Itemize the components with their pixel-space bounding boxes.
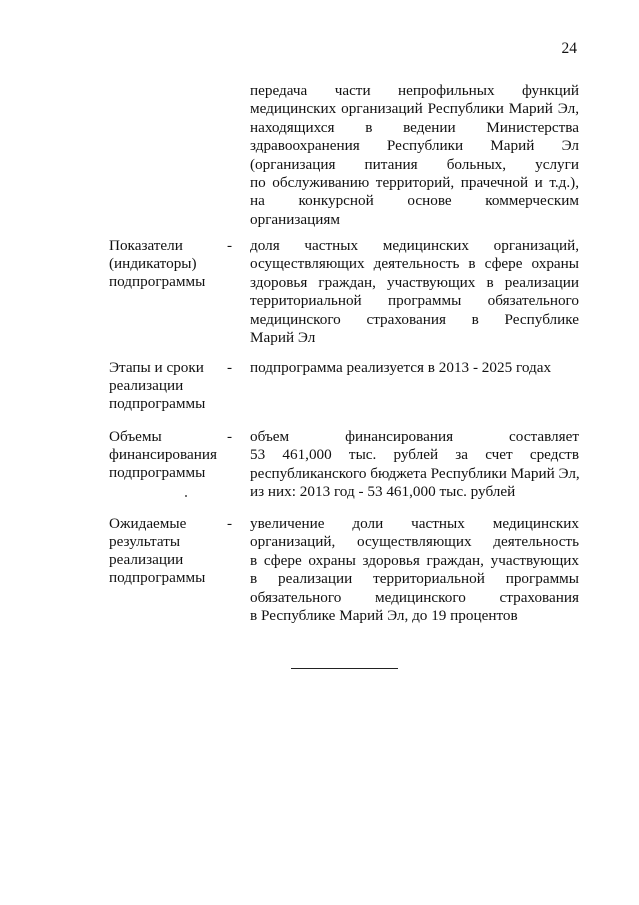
text-line: организаций, осуществляющих деятельность: [250, 533, 579, 551]
row-text: [250, 237, 579, 347]
page-number: 24: [561, 40, 577, 57]
row-text: [250, 515, 579, 625]
label-line: подпрограммы: [109, 273, 206, 290]
label-line: (индикаторы): [109, 255, 197, 272]
label-line: Объемы: [109, 428, 162, 445]
text-line: здоровья граждан, участвующих в реализации: [250, 273, 579, 291]
row-dash: -: [227, 359, 233, 376]
label-line: подпрограммы: [109, 569, 206, 586]
label-line: финансирования: [109, 446, 217, 463]
text-line: находящихся в ведении Министерства: [250, 118, 579, 136]
text-line: обязательного медицинского страхования: [250, 588, 579, 606]
text-line: подпрограмма реализуется в 2013 - 2025 годах: [250, 359, 552, 376]
row-text: [250, 359, 579, 377]
closing-rule: [291, 668, 398, 669]
row-label: [109, 515, 229, 587]
text-line: увеличение доли частных медицинских: [250, 515, 579, 532]
label-line: подпрограммы: [109, 395, 206, 412]
row-text: [250, 428, 579, 502]
label-line: реализации: [109, 377, 184, 394]
text-line: доля частных медицинских организаций,: [250, 237, 579, 254]
label-line: результаты: [109, 533, 181, 550]
text-line: Марий Эл: [250, 329, 316, 347]
text-line: в сфере охраны здоровья граждан, участвующих: [250, 551, 579, 569]
text-line: на конкурсной основе коммерческим: [250, 192, 579, 210]
label-line: реализации: [109, 551, 184, 568]
scan-speck: [185, 495, 187, 497]
intro-text: [250, 82, 579, 229]
label-line: Ожидаемые: [109, 515, 187, 532]
row-dash: -: [227, 237, 233, 254]
text-line: в Республике Марий Эл, до 19 процентов: [250, 607, 518, 625]
row-dash: -: [227, 428, 233, 445]
text-line: 53 461,000 тыс. рублей за счет средств: [250, 446, 579, 464]
text-line: в реализации территориальной программы: [250, 570, 579, 588]
label-line: Этапы и сроки: [109, 359, 204, 376]
label-line: подпрограммы: [109, 464, 206, 481]
text-line: осуществляющих деятельность в сфере охраны: [250, 255, 579, 273]
text-line: организациям: [250, 210, 341, 228]
text-line: территориальной программы обязательного: [250, 292, 579, 310]
text-line: здравоохранения Республики Марий Эл: [250, 137, 579, 155]
text-line: из них: 2013 год - 53 461,000 тыс. рублей: [250, 483, 516, 501]
row-label: [109, 237, 229, 291]
label-line: Показатели: [109, 237, 183, 254]
text-line: медицинских организаций Республики Марий Эл,: [250, 100, 579, 118]
row-dash: -: [227, 515, 233, 532]
row-label: [109, 359, 229, 413]
text-line: по обслуживанию территорий, прачечной и т.д.),: [250, 174, 579, 192]
row-label: [109, 428, 229, 482]
text-line: объем финансирования составляет: [250, 428, 579, 445]
text-line: республиканского бюджета Республики Марий Эл,: [250, 464, 580, 482]
text-line: (организация питания больных, услуги: [250, 155, 579, 173]
text-line: передача части непрофильных функций: [250, 82, 579, 99]
text-line: медицинского страхования в Республике: [250, 310, 579, 328]
